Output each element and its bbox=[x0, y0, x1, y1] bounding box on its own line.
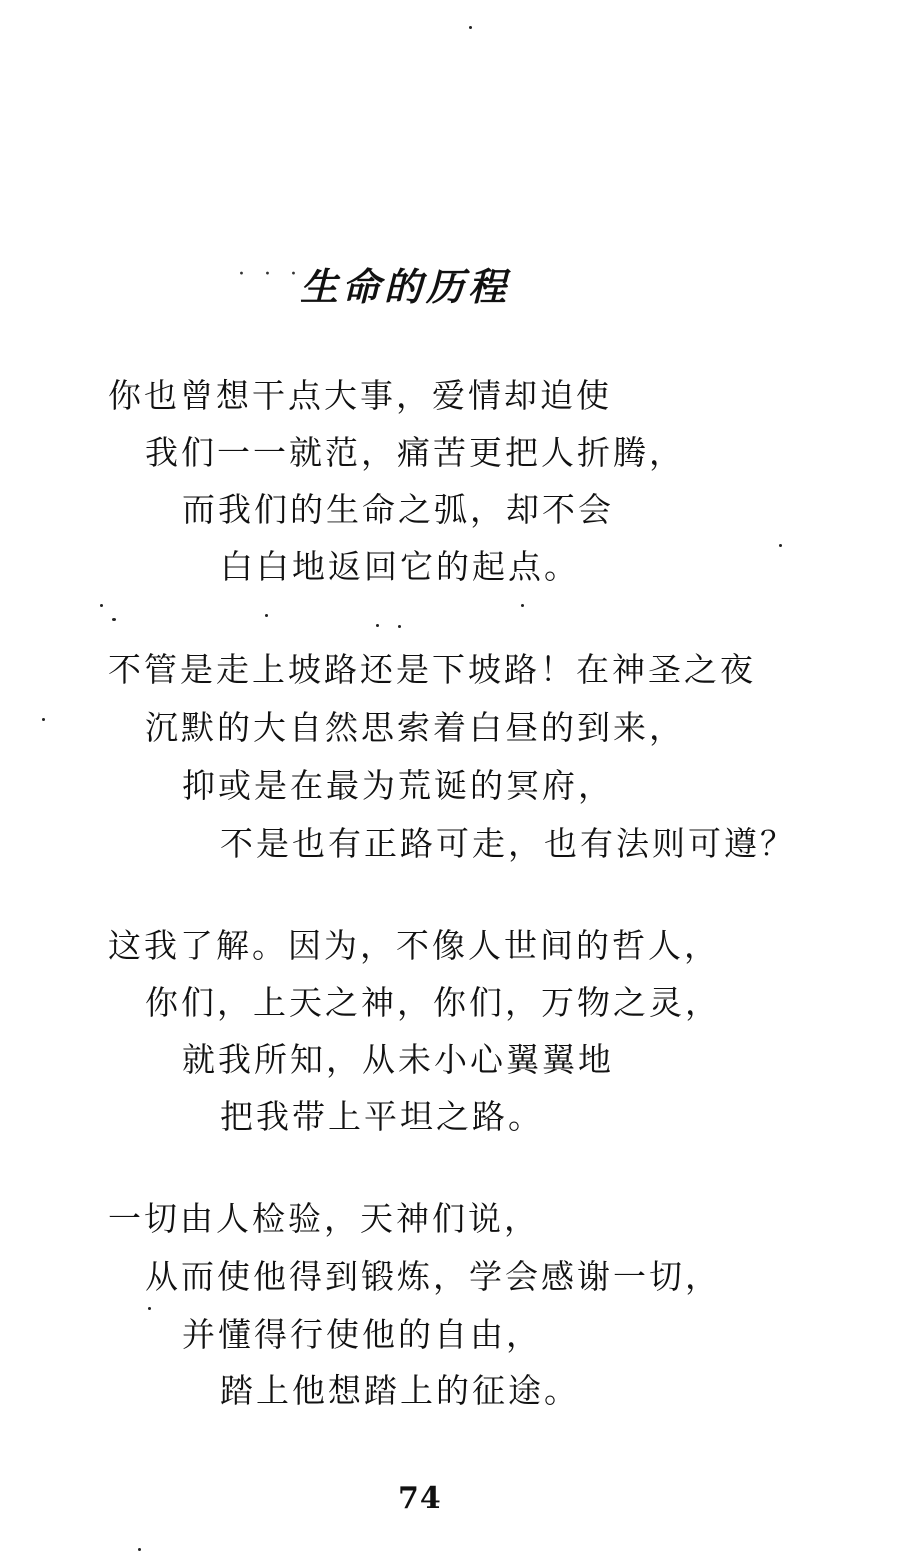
scan-speck bbox=[521, 604, 524, 607]
poem-line: 你们，上天之神，你们，万物之灵， bbox=[145, 983, 721, 1022]
poem-line: 抑或是在最为荒诞的冥府， bbox=[182, 766, 614, 805]
page-number: 74 bbox=[398, 1481, 442, 1516]
poem-line: 并懂得行使他的自由， bbox=[182, 1315, 542, 1354]
scan-speck bbox=[42, 718, 45, 721]
poem-line: 这我了解。因为，不像人世间的哲人， bbox=[108, 926, 720, 965]
poem-line: 一切由人检验，天神们说， bbox=[108, 1199, 540, 1238]
title-ornament-dots: · · · bbox=[238, 262, 303, 287]
poem-line: 从而使他得到锻炼，学会感谢一切， bbox=[145, 1257, 721, 1296]
poem-line: 而我们的生命之弧，却不会 bbox=[182, 490, 614, 529]
poem-line: 不是也有正路可走，也有法则可遵？ bbox=[220, 824, 796, 863]
scan-speck bbox=[100, 604, 103, 607]
poem-title: 生命的历程 bbox=[300, 264, 511, 309]
scan-speck bbox=[148, 1307, 151, 1310]
scan-speck bbox=[112, 618, 116, 621]
poem-line: 把我带上平坦之路。 bbox=[220, 1097, 544, 1136]
scan-speck bbox=[398, 625, 401, 628]
scan-speck bbox=[779, 544, 782, 547]
poem-line: 不管是走上坡路还是下坡路！在神圣之夜 bbox=[108, 650, 756, 689]
scan-speck bbox=[469, 26, 472, 29]
scan-speck bbox=[138, 1548, 141, 1551]
poem-line: 白白地返回它的起点。 bbox=[220, 547, 580, 586]
poem-line: 就我所知，从未小心翼翼地 bbox=[182, 1040, 614, 1079]
scan-speck bbox=[265, 614, 268, 617]
scan-speck bbox=[376, 624, 379, 627]
poem-line: 你也曾想干点大事，爱情却迫使 bbox=[108, 376, 612, 415]
poem-line: 踏上他想踏上的征途。 bbox=[220, 1371, 580, 1410]
poem-line: 我们一一就范，痛苦更把人折腾， bbox=[145, 433, 685, 472]
poem-line: 沉默的大自然思索着白昼的到来， bbox=[145, 708, 685, 747]
